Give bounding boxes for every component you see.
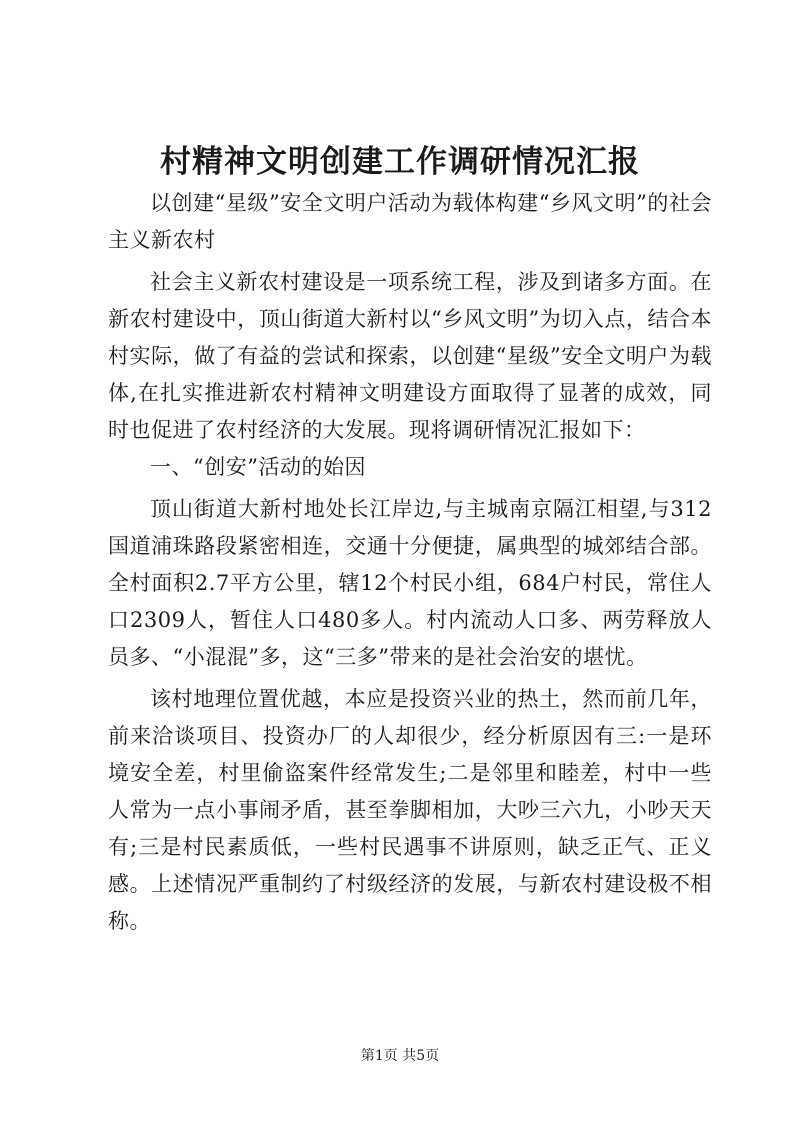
document-body xyxy=(108,185,712,940)
section-heading: 一、“创安”活动的始因 xyxy=(150,455,366,479)
paragraph-location: 顶山街道大新村地处长江岸边,与主城南京隔江相望,与312国道浦珠路段紧密相连，交通十分便捷，属典型的城郊结合部。全村面积2.7平方公里，辖12个村民小组，684户村民，常住人口2309人，暂住人口480多人。村内流动人口多、两劳释放人员多、“小混混”多，这“三多”带来的是社会治安的堪忧。 xyxy=(108,497,712,669)
paragraph-subtitle: 以创建“星级”安全文明户活动为载体构建“乡风文明”的社会主义新农村 xyxy=(108,191,712,252)
paragraph-causes: 该村地理位置优越，本应是投资兴业的热土，然而前几年，前来洽谈项目、投资办厂的人却很少，经分析原因有三:一是环境安全差，村里偷盗案件经常发生;二是邻里和睦差，村中一些人常为一点小事闹矛盾，甚至拳脚相加，大吵三六九，小吵天天有;三是村民素质低，一些村民遇事不讲原则，缺乏正气、正义感。上述情况严重制约了村级经济的发展，与新农村建设极不相称。 xyxy=(108,687,712,933)
paragraph-intro: 社会主义新农村建设是一项系统工程，涉及到诸多方面。在新农村建设中，顶山街道大新村以“乡风文明”为切入点，结合本村实际，做了有益的尝试和探索，以创建“星级”安全文明户为载体,在扎实推进新农村精神文明建设方面取得了显著的成效，同时也促进了农村经济的大发展。现将调研情况汇报如下： xyxy=(108,270,712,442)
page-footer: 第1页 共5页 xyxy=(360,1048,440,1064)
document-title: 村精神文明创建工作调研情况汇报 xyxy=(160,144,640,180)
